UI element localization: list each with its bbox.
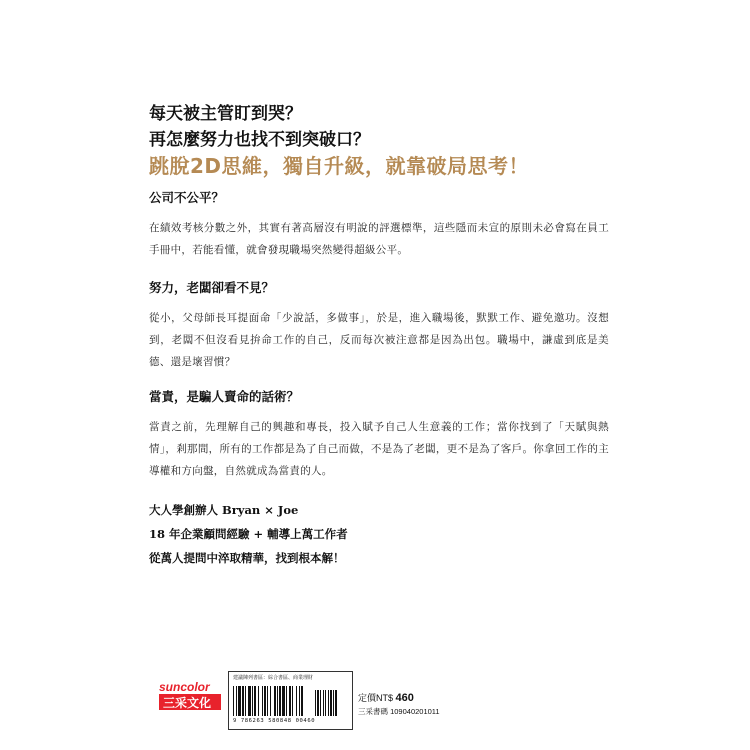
- barcode-panel: [228, 671, 353, 730]
- section-accountability: [149, 388, 609, 482]
- section-effort: [149, 279, 609, 373]
- publisher-code: 三采書碼 109040201011: [358, 707, 440, 716]
- author-line-3: 從萬人提問中淬取精華，找到根本解！: [149, 551, 345, 565]
- svg-text:suncolor: suncolor: [159, 680, 210, 694]
- headline: [149, 101, 589, 153]
- shelving-category: 建議陳列書區：綜合書區、商業理財: [233, 675, 314, 681]
- section-body: 在績效考核分數之外，其實有著高層沒有明說的評選標準，這些隱而未宣的原則未必會寫在員工手冊中，若能看懂，就會發現職場突然變得超級公平。: [149, 222, 609, 256]
- price: [358, 691, 414, 704]
- barcode-graphic: [233, 686, 348, 718]
- section-heading: 當責，是騙人賣命的話術？: [149, 389, 300, 404]
- section-unfair: [149, 189, 609, 261]
- author-line-2: 18 年企業顧問經驗 + 輔導上萬工作者: [149, 527, 348, 541]
- price-value: 460: [395, 692, 414, 704]
- section-body: 當責之前，先理解自己的興趣和專長，投入賦予自己人生意義的工作；當你找到了「天賦與熱情」，剎那間，所有的工作都是為了自己而做，不是為了老闆，更不是為了客戶。你拿回工作的主導權和方向盤，自然就成為當責的人。: [149, 421, 609, 477]
- svg-text:三采文化: 三采文化: [163, 696, 212, 710]
- section-heading: 努力，老闆卻看不見？: [149, 280, 275, 295]
- publisher-logo: [157, 679, 225, 712]
- headline-line-1: 每天被主管盯到哭？: [149, 104, 302, 124]
- tagline: 跳脫2D思維，獨自升級，就靠破局思考！: [149, 154, 530, 178]
- author-blurb: [149, 498, 609, 570]
- headline-line-2: 再怎麼努力也找不到突破口？: [149, 130, 370, 150]
- author-line-1: 大人學創辦人 Bryan × Joe: [149, 503, 299, 517]
- barcode-number: 9 786263 580848 00460: [233, 718, 316, 724]
- section-heading: 公司不公平？: [149, 190, 225, 205]
- section-body: 從小，父母師長耳提面命「少說話，多做事」，於是，進入職場後，默默工作、避免邀功。沒想到，老闆不但沒看見拚命工作的自己，反而每次被注意都是因為出包。職場中，謙虛到底是美德、還是壞習慣？: [149, 312, 609, 368]
- price-label: 定價NT$: [358, 693, 394, 703]
